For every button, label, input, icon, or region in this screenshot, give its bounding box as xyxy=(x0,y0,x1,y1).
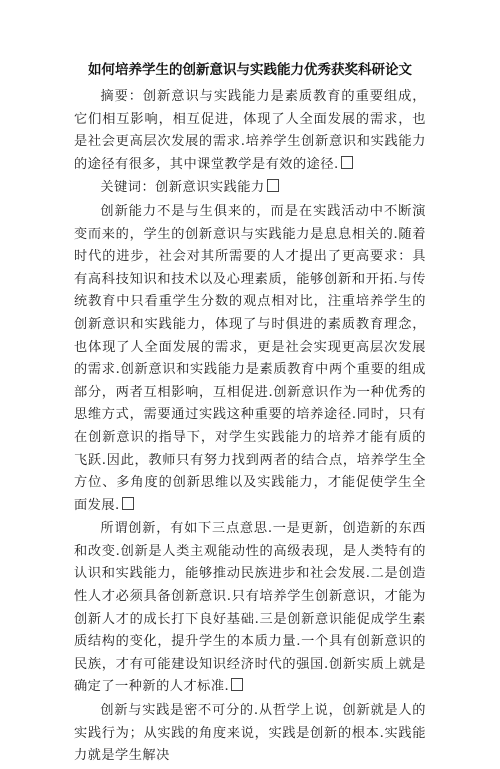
paragraph-text: 所谓创新，有如下三点意思.一是更新，创造新的东西和改变.创新是人类主观能动性的高级表现，是人类特有的认识和实践能力，能够推动民族进步和社会发展.二是创造性人才必须具备创新意识.只有培养学生创新意识，才能为创新人才的成长打下良好基础.三是创新意识能促成学生素质结构的变化，提升学生的本质力量.一个具有创新意识的民族，才有可能建设知识经济时代的强国.创新实质上就是确定了一种新的人才标准. xyxy=(74,521,426,695)
missing-glyph-box xyxy=(231,678,243,691)
missing-glyph-box xyxy=(267,179,279,192)
abstract-text: 摘要：创新意识与实践能力是素质教育的重要组成，它们相互影响，相互促进，体现了人全面发展的需求，也是社会更高层次发展的需求.培养学生创新意识和实践能力的途径有很多，其中课堂教学是有效的途径. xyxy=(74,89,426,172)
paragraph-text: 创新能力不是与生俱来的，而是在实践活动中不断演变而来的，学生的创新意识与实践能力是息息相关的.随着时代的进步，社会对其所需要的人才提出了更高要求：具有高科技知识和技术以及心理素质，能够创新和开拓.与传统教育中只看重学生分数的观点相对比，注重培养学生的创新意识和实践能力，体现了与时俱进的素质教育理念，也体现了人全面发展的需求，更是社会实现更高层次发展的需求.创新意识和实践能力是素质教育中两个重要的组成部分，两者互相影响，互相促进.创新意识作为一种优秀的思维方式，需要通过实践这种重要的培养途径.同时，只有在创新意识的指导下，对学生实践能力的培养才能有质的飞跃.因此，教师只有努力找到两者的结合点，培养学生全方位、多角度的创新思维以及实践能力，才能促使学生全面发展. xyxy=(74,203,426,513)
missing-glyph-box xyxy=(341,156,353,169)
abstract-paragraph xyxy=(74,86,426,176)
missing-glyph-box xyxy=(122,497,134,510)
document-title: 如何培养学生的创新意识与实践能力优秀获奖科研论文 xyxy=(88,62,412,78)
body-paragraph-2 xyxy=(74,518,426,699)
document-body xyxy=(74,86,426,769)
keywords-paragraph xyxy=(74,177,426,200)
keywords-text: 关键词：创新意识实践能力 xyxy=(100,180,265,196)
paragraph-text: 创新与实践是密不可分的.从哲学上说，创新就是人的实践行为；从实践的角度来说，实践是创新的根本.实践能力就是学生解决 xyxy=(74,703,426,764)
body-paragraph-3 xyxy=(74,700,426,768)
body-paragraph-1 xyxy=(74,201,426,517)
